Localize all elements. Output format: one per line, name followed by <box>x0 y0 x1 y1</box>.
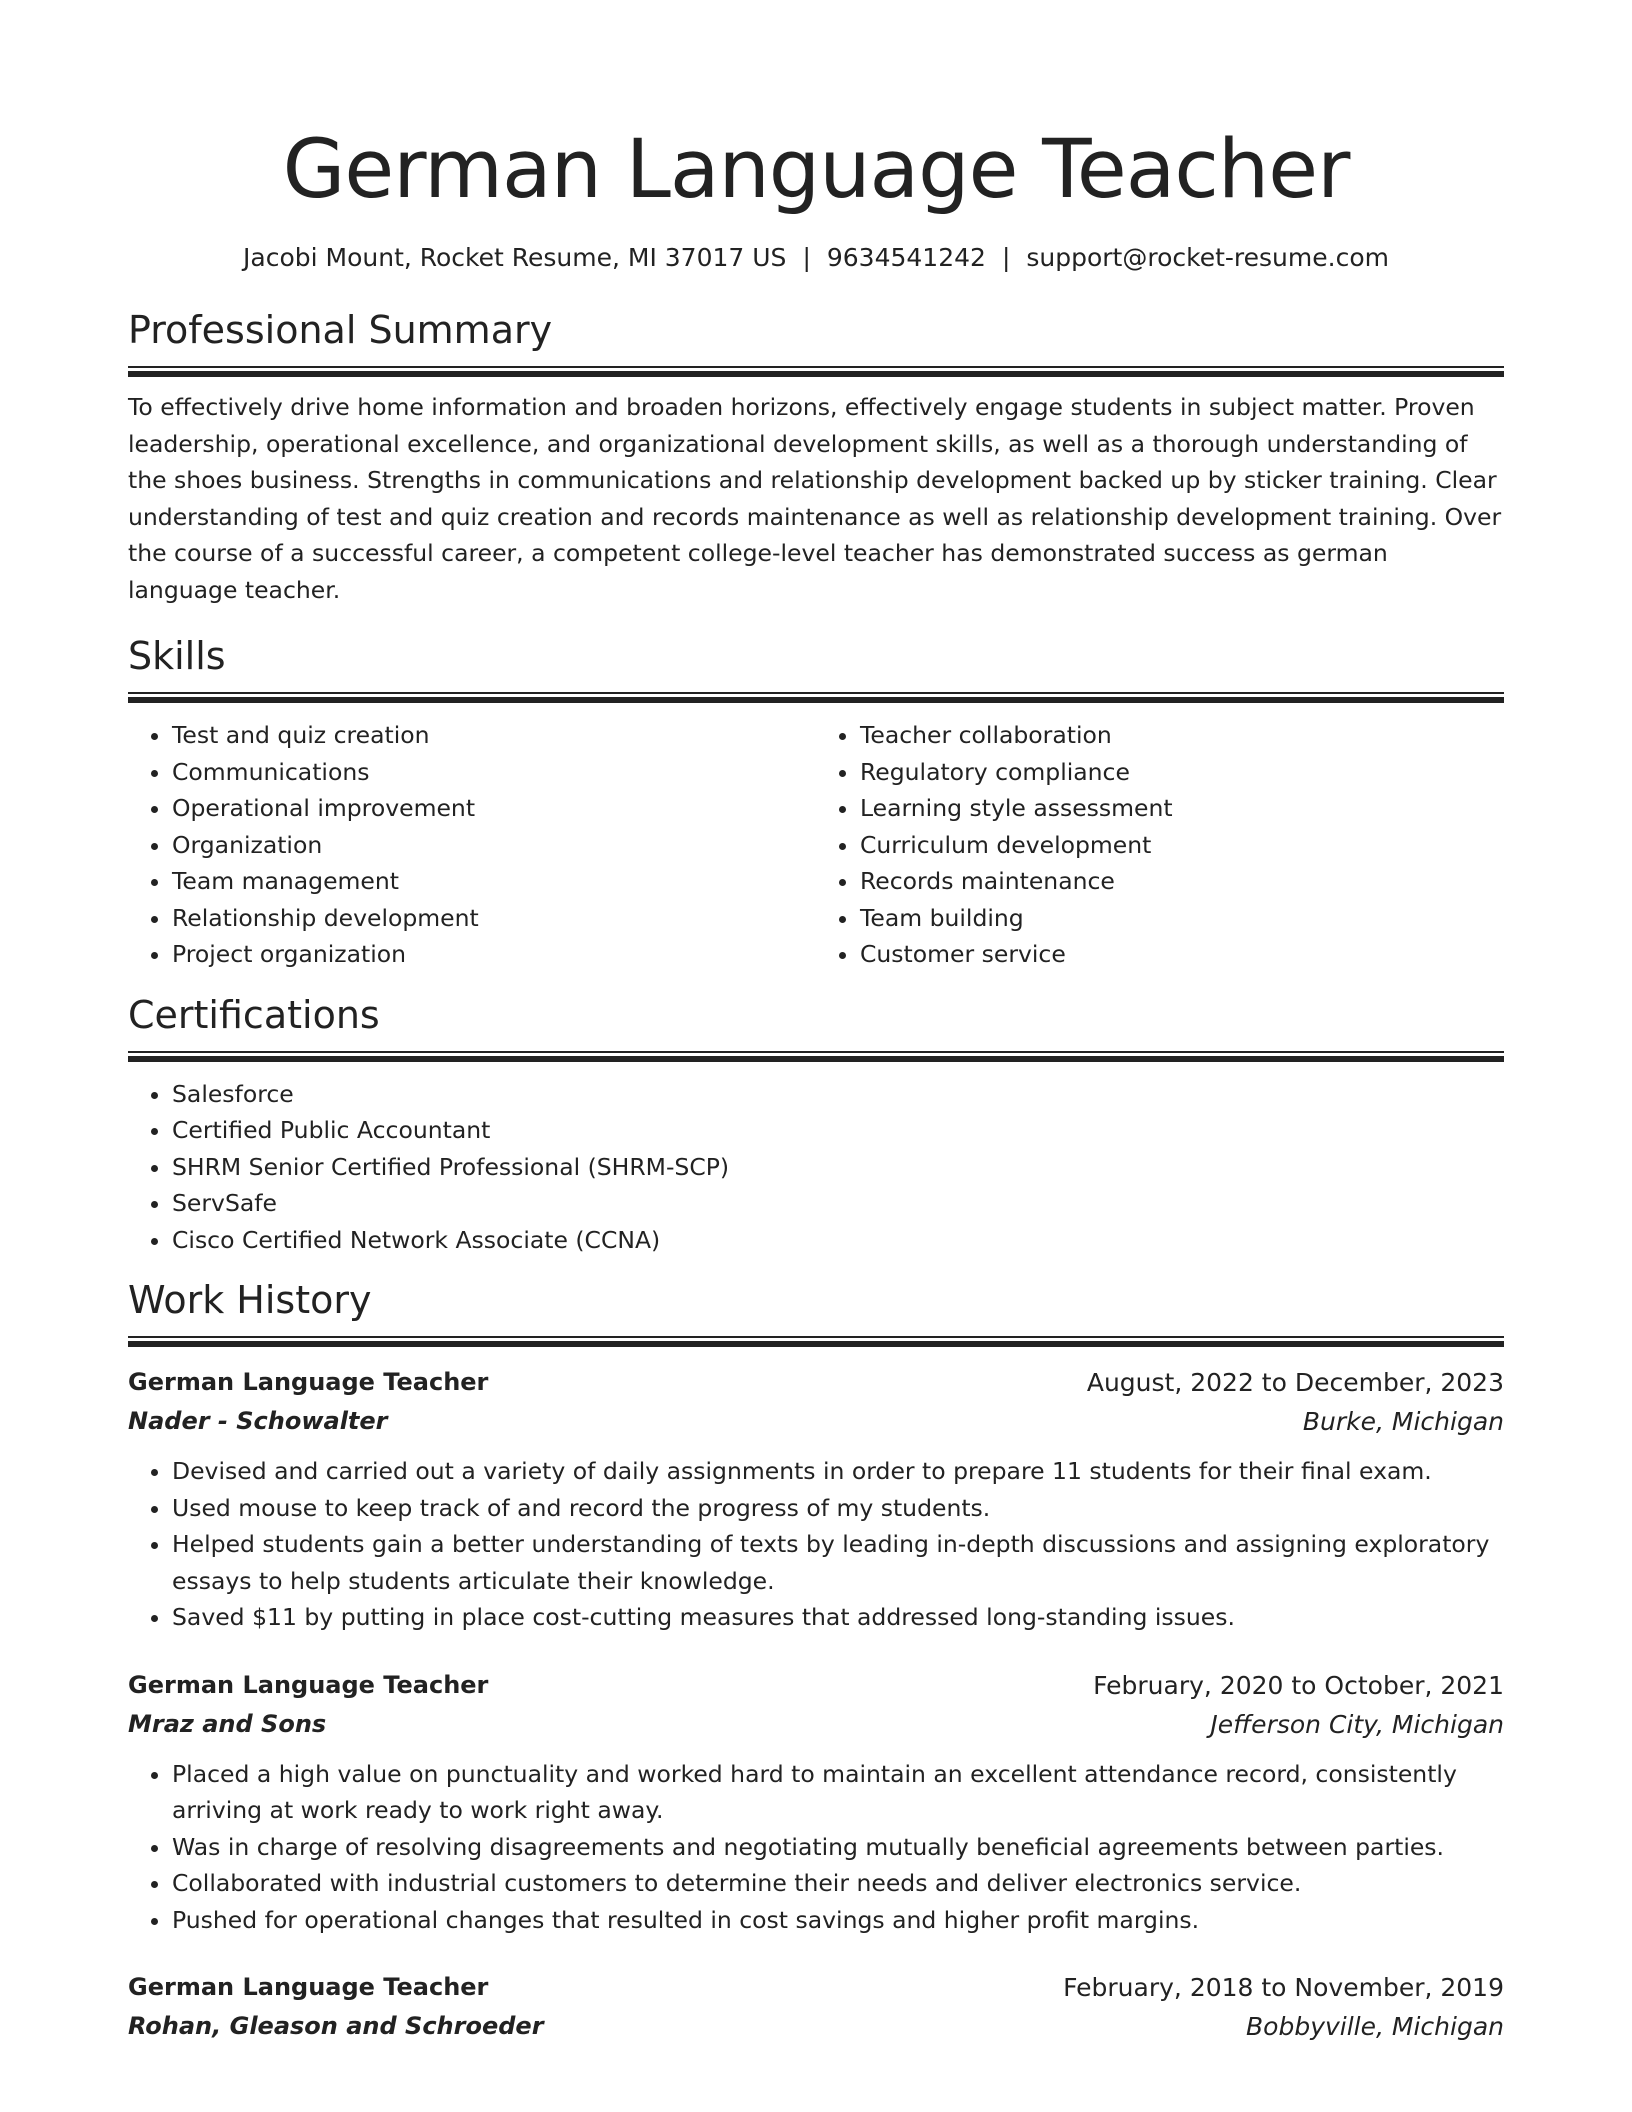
skill-item: • Regulatory compliance <box>860 754 1504 791</box>
contact-separator: | <box>802 243 811 272</box>
section-divider <box>128 366 1504 377</box>
skills-section <box>128 634 1504 973</box>
skill-item: • Records maintenance <box>860 863 1504 900</box>
job-header <box>128 1363 1504 1402</box>
skill-item: • Team building <box>860 900 1504 937</box>
job-title: German Language Teacher <box>128 1973 489 2001</box>
section-title-skills: Skills <box>128 634 226 678</box>
job-bullet: • Saved $11 by putting in place cost-cutting measures that addressed long-standing issues. <box>172 1599 1504 1636</box>
resume-name: German Language Teacher <box>282 123 1350 217</box>
section-title-summary: Professional Summary <box>128 308 553 352</box>
skill-item: • Project organization <box>172 936 816 973</box>
job-bullet: • Devised and carried out a variety of daily assignments in order to prepare 11 students for their final exam. <box>172 1453 1504 1490</box>
contact-address: Jacobi Mount, Rocket Resume, MI 37017 US <box>243 243 787 272</box>
skill-item: • Curriculum development <box>860 827 1504 864</box>
skill-item: • Organization <box>172 827 816 864</box>
job-bullets <box>128 1453 1504 1636</box>
contact-separator: | <box>1001 243 1011 272</box>
job-company: Nader - Schowalter <box>128 1407 388 1435</box>
job-bullet: • Helped students gain a better understanding of texts by leading in-depth discussions and assigning exploratory essays to help students articulate their knowledge. <box>172 1526 1504 1599</box>
job-dates: February, 2020 to October, 2021 <box>1093 1670 1504 1700</box>
job-dates: February, 2018 to November, 2019 <box>1063 1973 1504 2002</box>
work-history-section <box>128 1278 1504 2046</box>
skill-item: • Operational improvement <box>172 790 816 827</box>
skill-item: • Customer service <box>860 936 1504 973</box>
skill-item: • Relationship development <box>172 900 816 937</box>
job-header <box>128 1666 1504 1705</box>
certifications-section <box>128 993 1504 1259</box>
job-entry <box>128 1968 1504 2046</box>
job-bullets <box>128 1756 1504 1939</box>
job-bullet: • Was in charge of resolving disagreements and negotiating mutually beneficial agreements between parties. <box>172 1829 1504 1866</box>
job-dates: August, 2022 to December, 2023 <box>1086 1368 1504 1397</box>
skill-item: • Test and quiz creation <box>172 717 816 754</box>
job-company: Rohan, Gleason and Schroeder <box>128 2012 544 2040</box>
section-title-work-history: Work History <box>128 1278 372 1322</box>
certification-item: • Certified Public Accountant <box>172 1112 1504 1149</box>
summary-section <box>128 308 1504 608</box>
job-bullet: • Collaborated with industrial customers to determine their needs and deliver electronics service. <box>172 1865 1504 1902</box>
contact-email: support@rocket-resume.com <box>1026 243 1389 272</box>
job-bullet: • Placed a high value on punctuality and worked hard to maintain an excellent attendance record, consistently arriving at work ready to work right away. <box>172 1756 1504 1829</box>
skills-columns <box>128 717 1504 973</box>
job-subheader <box>128 2007 1504 2046</box>
job-title: German Language Teacher <box>128 1670 489 1699</box>
section-title-certifications: Certifications <box>128 992 380 1037</box>
certification-item: • ServSafe <box>172 1185 1504 1222</box>
job-location: Bobbyville, Michigan <box>1246 2012 1504 2041</box>
job-company: Mraz and Sons <box>128 1709 327 1738</box>
skill-item: • Team management <box>172 863 816 900</box>
section-divider <box>128 1051 1504 1062</box>
contact-line <box>128 242 1504 274</box>
skills-list-right <box>816 717 1504 973</box>
contact-phone: 9634541242 <box>826 243 986 272</box>
job-subheader <box>128 1402 1504 1441</box>
skill-item: • Communications <box>172 754 816 791</box>
section-divider <box>128 1336 1504 1347</box>
skill-item: • Teacher collaboration <box>860 717 1504 754</box>
skills-list-left <box>128 717 816 973</box>
summary-text: To effectively drive home information and broaden horizons, effectively engage students in subject matter. Proven leadership, operational excellence, and organizational development skills, as well as a thorough understanding of the shoes business. Strengths in communications and relationship development backed up by sticker training. Clear understanding of test and quiz creation and records maintenance as well as relationship development training. Over the course of a successful career, a competent college-level teacher has demonstrated success as german language teacher. <box>128 393 1502 604</box>
section-divider <box>128 692 1504 703</box>
certification-item: • SHRM Senior Certified Professional (SHRM-SCP) <box>172 1149 1504 1186</box>
job-location: Burke, Michigan <box>1302 1407 1504 1436</box>
job-subheader <box>128 1705 1504 1744</box>
job-header <box>128 1968 1504 2007</box>
job-bullet: • Used mouse to keep track of and record the progress of my students. <box>172 1490 1504 1527</box>
job-entry <box>128 1363 1504 1636</box>
job-location: Jefferson City, Michigan <box>1210 1709 1504 1739</box>
job-entry <box>128 1666 1504 1939</box>
job-bullet: • Pushed for operational changes that resulted in cost savings and higher profit margins. <box>172 1902 1504 1939</box>
certification-item: • Salesforce <box>172 1076 1504 1113</box>
certifications-list <box>128 1076 1504 1259</box>
job-title: German Language Teacher <box>128 1368 489 1396</box>
skill-item: • Learning style assessment <box>860 790 1504 827</box>
certification-item: • Cisco Certified Network Associate (CCNA) <box>172 1222 1504 1259</box>
